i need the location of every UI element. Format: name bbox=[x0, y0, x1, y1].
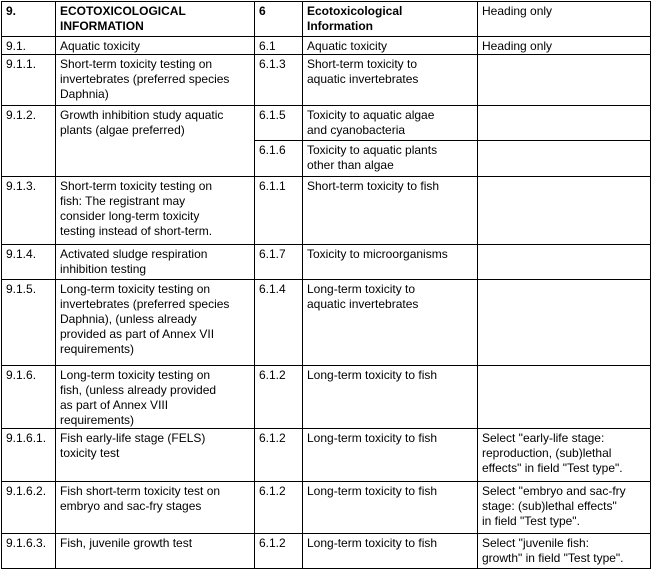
remarks bbox=[478, 279, 651, 365]
section-number: 9.1.6.1. bbox=[2, 429, 56, 481]
iuclid-title: Toxicity to aquatic algae and cyanobacteria bbox=[303, 106, 478, 141]
table-row bbox=[2, 481, 651, 533]
table-row bbox=[2, 55, 651, 106]
iuclid-title: Toxicity to microorganisms bbox=[303, 244, 478, 279]
header-section-number: 9. bbox=[2, 2, 56, 37]
remarks bbox=[478, 244, 651, 279]
iuclid-title: Long-term toxicity to fish bbox=[303, 481, 478, 533]
section-number: 9.1.4. bbox=[2, 244, 56, 279]
header-iuclid-title: Ecotoxicological Information bbox=[303, 2, 478, 37]
header-iuclid-number: 6 bbox=[255, 2, 303, 37]
iuclid-title: Long-term toxicity to aquatic invertebrates bbox=[303, 279, 478, 365]
iuclid-title: Short-term toxicity to aquatic invertebrates bbox=[303, 55, 478, 106]
iuclid-number: 6.1.2 bbox=[255, 481, 303, 533]
remarks bbox=[478, 55, 651, 106]
section-number: 9.1.6. bbox=[2, 366, 56, 429]
section-number: 9.1.3. bbox=[2, 176, 56, 244]
table-row bbox=[2, 533, 651, 568]
iuclid-title: Toxicity to aquatic plants other than algae bbox=[303, 141, 478, 176]
iuclid-title: Short-term toxicity to fish bbox=[303, 176, 478, 244]
header-remarks: Heading only bbox=[478, 2, 651, 37]
remarks bbox=[478, 106, 651, 141]
header-row bbox=[2, 2, 651, 37]
section-title: Aquatic toxicity bbox=[56, 37, 255, 55]
iuclid-number: 6.1.7 bbox=[255, 244, 303, 279]
remarks: Select "early-life stage: reproduction, (sub)lethal effects" in field "Test type". bbox=[478, 429, 651, 481]
section-title: Short-term toxicity testing on invertebrates (preferred species Daphnia) bbox=[56, 55, 255, 106]
table-row bbox=[2, 366, 651, 429]
iuclid-number: 6.1.2 bbox=[255, 429, 303, 481]
section-number: 9.1.5. bbox=[2, 279, 56, 365]
table-row bbox=[2, 429, 651, 481]
section-title: Fish, juvenile growth test bbox=[56, 533, 255, 568]
ecotox-mapping-table bbox=[1, 1, 651, 569]
iuclid-number: 6.1.5 bbox=[255, 106, 303, 141]
iuclid-title: Long-term toxicity to fish bbox=[303, 429, 478, 481]
iuclid-number: 6.1.3 bbox=[255, 55, 303, 106]
remarks bbox=[478, 366, 651, 429]
remarks: Select "juvenile fish: growth" in field "Test type". bbox=[478, 533, 651, 568]
section-title: Long-term toxicity testing on invertebrates (preferred species Daphnia), (unless already provided as part of Annex VII requirements) bbox=[56, 279, 255, 365]
iuclid-number: 6.1.4 bbox=[255, 279, 303, 365]
section-number: 9.1.6.3. bbox=[2, 533, 56, 568]
section-number: 9.1.1. bbox=[2, 55, 56, 106]
table-row bbox=[2, 106, 651, 141]
section-title: Fish short-term toxicity test on embryo and sac-fry stages bbox=[56, 481, 255, 533]
iuclid-number: 6.1.1 bbox=[255, 176, 303, 244]
table-row bbox=[2, 244, 651, 279]
section-number: 9.1.2. bbox=[2, 106, 56, 176]
section-number: 9.1.6.2. bbox=[2, 481, 56, 533]
iuclid-number: 6.1.2 bbox=[255, 533, 303, 568]
section-title: Activated sludge respiration inhibition testing bbox=[56, 244, 255, 279]
remarks: Select "embryo and sac-fry stage: (sub)lethal effects" in field "Test type". bbox=[478, 481, 651, 533]
remarks: Heading only bbox=[478, 37, 651, 55]
section-title: Short-term toxicity testing on fish: The registrant may consider long-term toxicity testing instead of short-term. bbox=[56, 176, 255, 244]
iuclid-number: 6.1.2 bbox=[255, 366, 303, 429]
table-row bbox=[2, 37, 651, 55]
iuclid-number: 6.1.6 bbox=[255, 141, 303, 176]
iuclid-title: Aquatic toxicity bbox=[303, 37, 478, 55]
remarks bbox=[478, 141, 651, 176]
table-row bbox=[2, 279, 651, 365]
section-title: Growth inhibition study aquatic plants (algae preferred) bbox=[56, 106, 255, 176]
iuclid-title: Long-term toxicity to fish bbox=[303, 533, 478, 568]
iuclid-number: 6.1 bbox=[255, 37, 303, 55]
header-section-title: ECOTOXICOLOGICAL INFORMATION bbox=[56, 2, 255, 37]
section-title: Fish early-life stage (FELS) toxicity test bbox=[56, 429, 255, 481]
remarks bbox=[478, 176, 651, 244]
table-row bbox=[2, 176, 651, 244]
section-number: 9.1. bbox=[2, 37, 56, 55]
iuclid-title: Long-term toxicity to fish bbox=[303, 366, 478, 429]
section-title: Long-term toxicity testing on fish, (unless already provided as part of Annex VIII requirements) bbox=[56, 366, 255, 429]
